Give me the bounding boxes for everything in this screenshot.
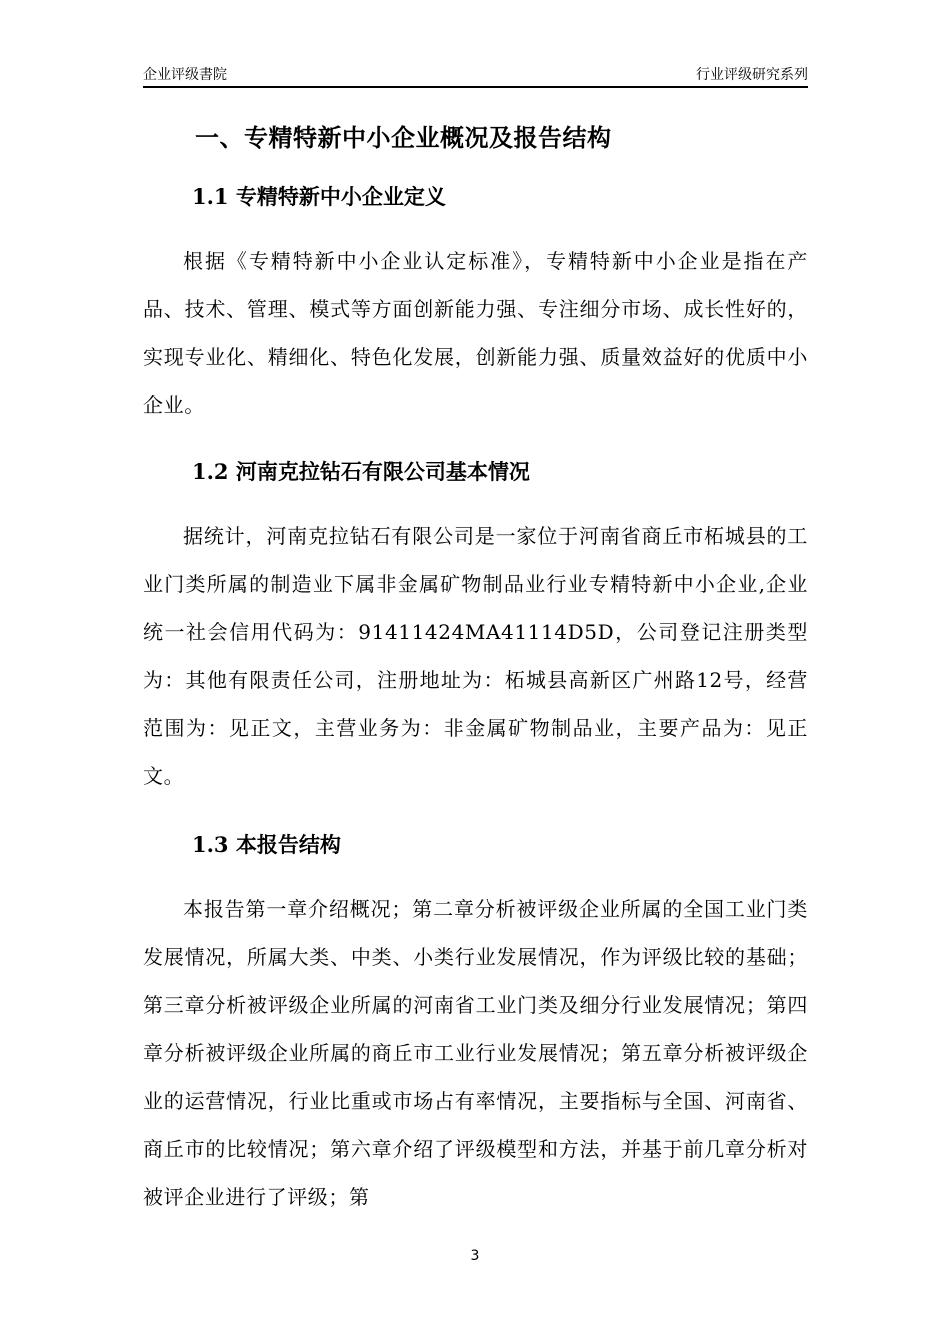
paragraph-definition: 根据《专精特新中小企业认定标准》，专精特新中小企业是指在产品、技术、管理、模式等方面创新能力强、专注细分市场、成长性好的，实现专业化、精细化、特色化发展，创新能力强、质量效益好的优质中小企业。 <box>143 249 808 417</box>
header-left-text: 企业评级書院 <box>143 67 227 83</box>
paragraph-report-structure: 本报告第一章介绍概况；第二章分析被评级企业所属的全国工业门类发展情况，所属大类、中类、小类行业发展情况，作为评级比较的基础；第三章分析被评级企业所属的河南省工业门类及细分行业发展情况；第四章分析被评级企业所属的商丘市工业行业发展情况；第五章分析被评级企业的运营情况，行业比重或市场占有率情况，主要指标与全国、河南省、商丘市的比较情况；第六章介绍了评级模型和方法，并基于前几章分析对被评企业进行了评级；第 <box>143 897 808 1209</box>
subsection-heading-1-3: 1.3 本报告结构 <box>192 832 341 857</box>
header-rule <box>143 86 808 88</box>
subsection-heading-1-1: 1.1 专精特新中小企业定义 <box>192 184 446 209</box>
header-right-text: 行业评级研究系列 <box>696 67 808 83</box>
subsection-heading-1-2: 1.2 河南克拉钻石有限公司基本情况 <box>192 459 530 484</box>
section-title: 一、专精特新中小企业概况及报告结构 <box>195 123 612 152</box>
page-number: 3 <box>470 1248 480 1264</box>
paragraph-company-info: 据统计，河南克拉钻石有限公司是一家位于河南省商丘市柘城县的工业门类所属的制造业下属非金属矿物制品业行业专精特新中小企业,企业统一社会信用代码为：91411424MA41114D5D，公司登记注册类型为：其他有限责任公司，注册地址为：柘城县高新区广州路12号，经营范围为：见正文，主营业务为：非金属矿物制品业，主要产品为：见正文。 <box>143 524 808 788</box>
